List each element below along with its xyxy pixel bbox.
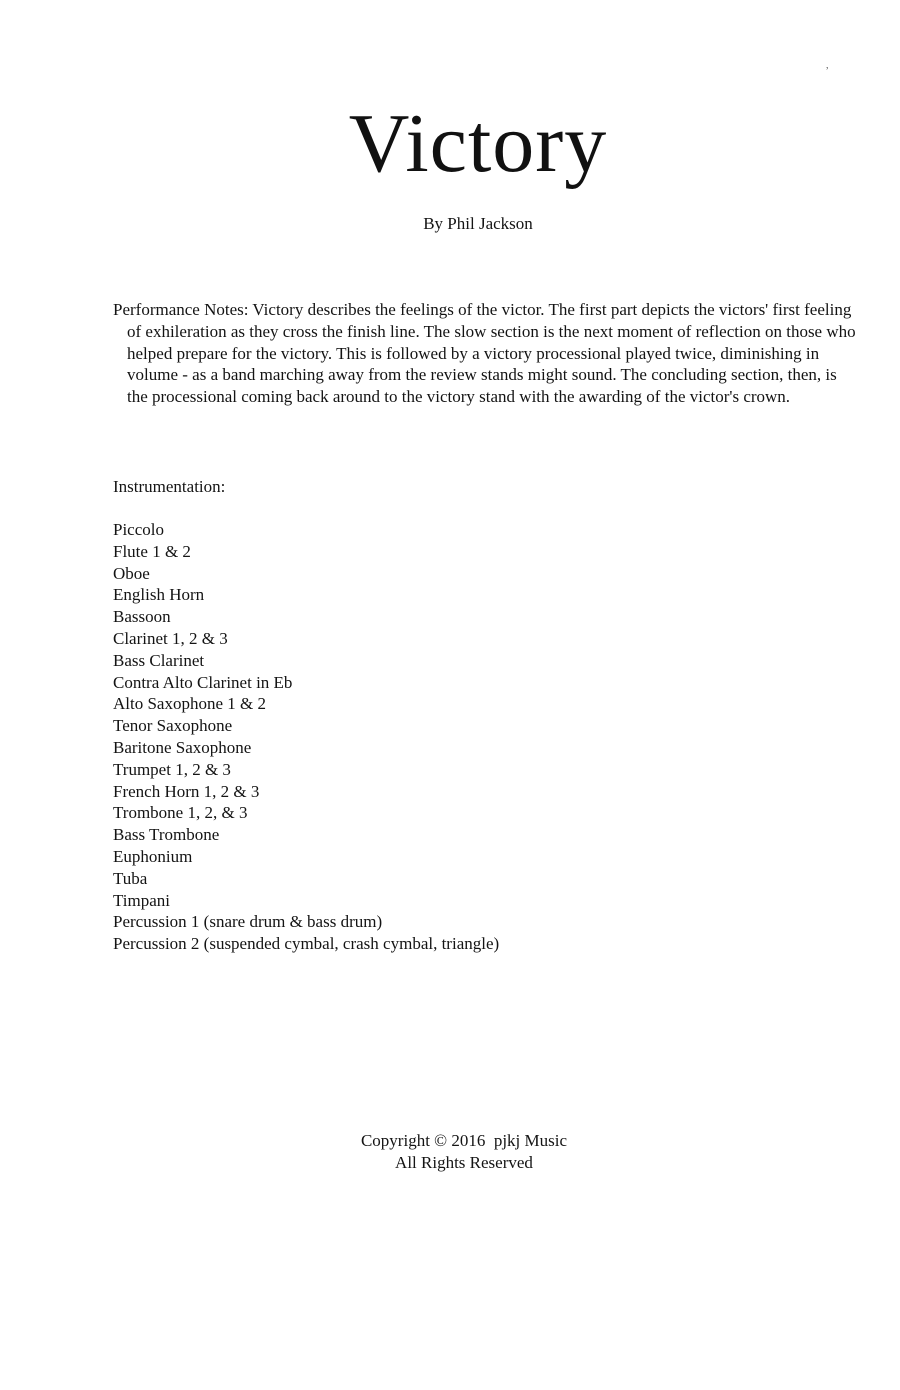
corner-mark: ,	[826, 60, 829, 71]
instrument-item: Percussion 1 (snare drum & bass drum)	[113, 912, 383, 932]
instrument-item: Alto Saxophone 1 & 2	[113, 694, 266, 714]
instrument-item: French Horn 1, 2 & 3	[113, 781, 260, 801]
instrument-item: Tuba	[113, 868, 148, 888]
instrument-item: Piccolo	[113, 520, 164, 539]
instrument-item: English Horn	[113, 585, 205, 605]
instrument-item: Trombone 1, 2, & 3	[113, 803, 248, 823]
instrument-item: Contra Alto Clarinet in Eb	[113, 672, 293, 692]
instrument-item: Baritone Saxophone	[113, 737, 252, 757]
copyright-block	[0, 1130, 900, 1174]
rights-line: All Rights Reserved	[395, 1153, 533, 1172]
instrument-item: Bass Trombone	[113, 825, 220, 845]
instrument-list	[113, 519, 499, 955]
instrument-item: Clarinet 1, 2 & 3	[113, 628, 228, 648]
instrument-item: Oboe	[113, 563, 150, 583]
instrumentation-heading: Instrumentation:	[113, 477, 226, 496]
instrument-item: Trumpet 1, 2 & 3	[113, 759, 231, 779]
instrument-item: Bass Clarinet	[113, 650, 205, 670]
instrument-item: Percussion 2 (suspended cymbal, crash cymbal, triangle)	[113, 934, 500, 954]
instrument-item: Euphonium	[113, 846, 193, 866]
instrument-item: Flute 1 & 2	[113, 541, 191, 561]
instrument-item: Tenor Saxophone	[113, 716, 233, 736]
instrument-item: Timpani	[113, 890, 171, 910]
author-credit: By Phil Jackson	[423, 214, 533, 233]
copyright-line: Copyright © 2016 pjkj Music	[360, 1131, 568, 1150]
performance-notes: Performance Notes: Victory describes the feelings of the victor. The first part depicts the victors' first feeling of exhileration as they cross the finish line. The slow section is the next moment of reflection on those who helped prepare for the victory. This is followed by a victory processional played twice, diminishing in volume - as a band marching away from the review stands might sound. The concluding section, then, is the processional coming back around to the victory stand with the awarding of the victor's crown.	[113, 300, 856, 407]
page-title: Victory	[348, 97, 608, 190]
instrument-item: Bassoon	[113, 607, 171, 627]
